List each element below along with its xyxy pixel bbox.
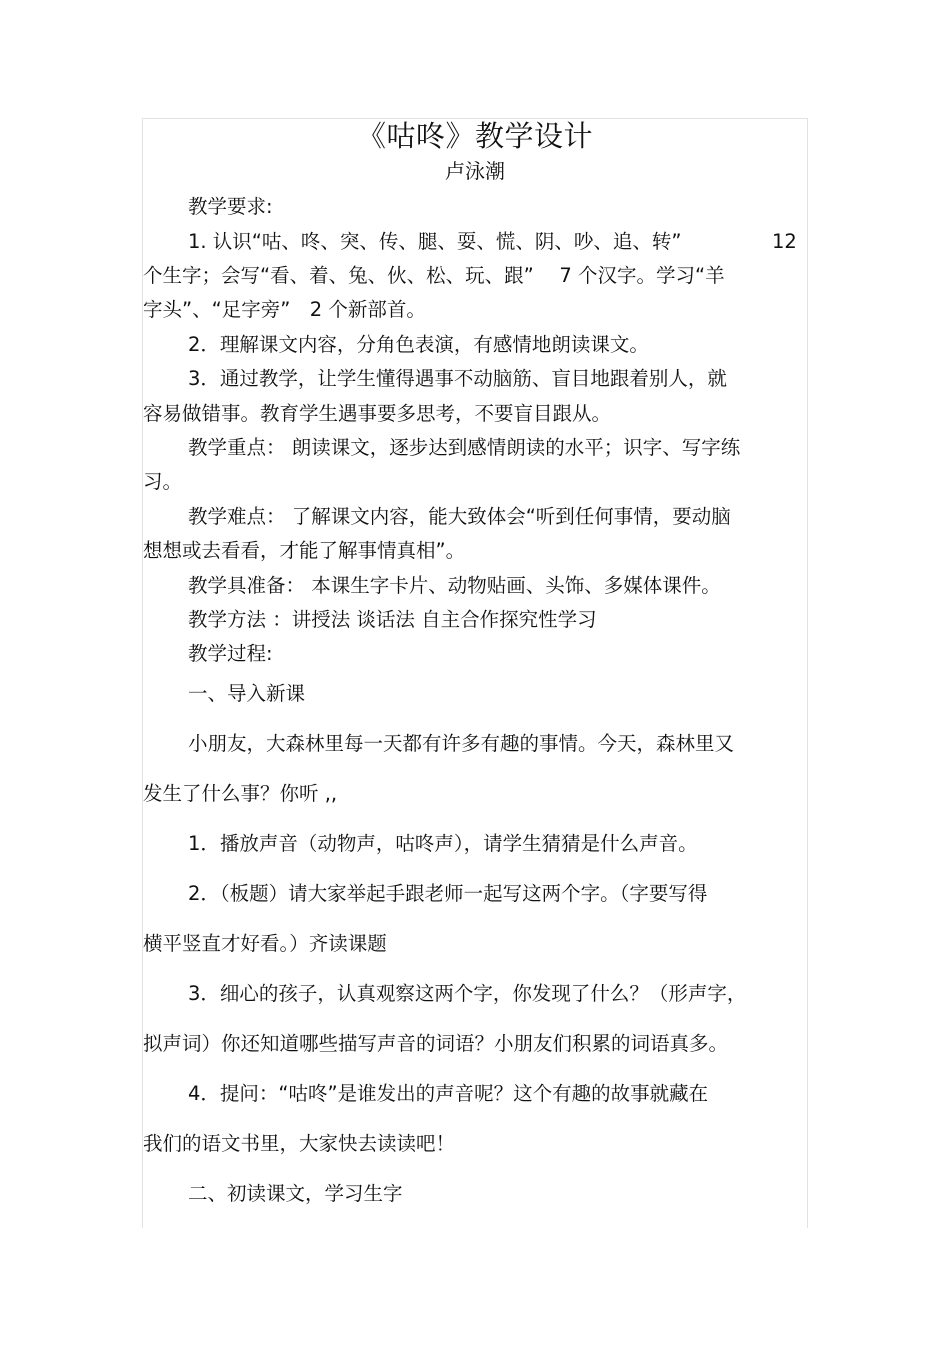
section-heading: 二、初读课文，学习生字 xyxy=(188,1182,403,1205)
section-heading: 一、导入新课 xyxy=(188,682,306,705)
text-line: 2．（板题）请大家举起手跟老师一起写这两个字。（字要写得 xyxy=(188,882,708,905)
text-line: 3．细心的孩子，认真观察这两个字，你发现了什么？（形声字， xyxy=(188,982,747,1005)
text-line: 2．理解课文内容，分角色表演，有感情地朗读课文。 xyxy=(188,333,649,356)
text-line: 3．通过教学，让学生懂得遇事不动脑筋、盲目地跟着别人，就 xyxy=(188,367,727,390)
text-line: 容易做错事。教育学生遇事要多思考，不要盲目跟从。 xyxy=(143,402,612,425)
text-line: 字头”、“足字旁” 2 个新部首。 xyxy=(143,298,426,321)
text-line: 1．播放声音（动物声，咕咚声），请学生猜猜是什么声音。 xyxy=(188,832,698,855)
text-line: 教学过程: xyxy=(188,642,273,665)
text-line: 发生了什么事？你听 ,, xyxy=(143,782,338,805)
text-line: 习。 xyxy=(143,470,183,493)
text-line: 4．提问：“咕咚”是谁发出的声音呢？这个有趣的故事就藏在 xyxy=(188,1082,709,1105)
document-author: 卢泳潮 xyxy=(445,159,505,183)
text-line-number: 12 xyxy=(772,230,797,253)
text-line: 个生字；会写“看、着、兔、伙、松、玩、跟” 7 个汉字。学习“羊 xyxy=(143,264,725,287)
document-title: 《咕咚》教学设计 xyxy=(356,119,593,153)
text-line: 教学难点： 了解课文内容，能大致体会“听到任何事情，要动脑 xyxy=(188,505,731,528)
text-line: 我们的语文书里，大家快去读读吧！ xyxy=(143,1132,456,1155)
text-line: 教学具准备： 本课生字卡片、动物贴画、头饰、多媒体课件。 xyxy=(188,574,721,597)
text-line: 横平竖直才好看。）齐读课题 xyxy=(143,932,387,955)
text-line: 想想或去看看，才能了解事情真相”。 xyxy=(143,539,466,562)
text-line: 教学要求: xyxy=(188,195,273,218)
text-line: 教学重点： 朗读课文，逐步达到感情朗读的水平；识字、写字练 xyxy=(188,436,741,459)
text-line: 1. 认识“咕、咚、突、传、腿、耍、慌、阴、吵、追、转” xyxy=(188,230,682,253)
text-line: 拟声词）你还知道哪些描写声音的词语？小朋友们积累的词语真多。 xyxy=(143,1032,729,1055)
text-line: 小朋友，大森林里每一天都有许多有趣的事情。今天，森林里又 xyxy=(188,732,735,755)
text-line: 教学方法 ：讲授法 谈话法 自主合作探究性学习 xyxy=(188,608,597,631)
